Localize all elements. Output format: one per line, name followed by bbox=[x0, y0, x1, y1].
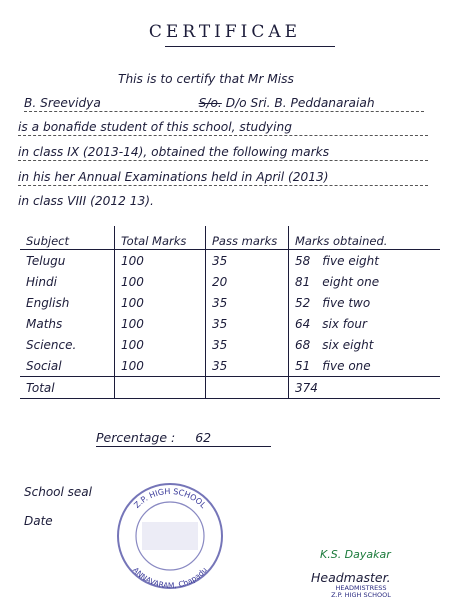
body-line-4: in class IX (2013-14), obtained the following marks bbox=[18, 145, 428, 161]
obtained-words: six four bbox=[322, 316, 367, 331]
obtained-number: 64 bbox=[295, 316, 311, 331]
stamp-line-2: Z.P. HIGH SCHOOL bbox=[331, 591, 391, 599]
pass-cell: 35 bbox=[206, 250, 289, 272]
pass-blank bbox=[206, 377, 289, 399]
pass-cell: 35 bbox=[206, 334, 289, 355]
school-seal-label: School seal bbox=[24, 485, 92, 499]
obtained-words: five eight bbox=[322, 253, 379, 268]
obtained-cell bbox=[289, 355, 441, 377]
obtained-words: five one bbox=[322, 358, 371, 373]
obtained-cell bbox=[289, 334, 441, 355]
pass-cell: 20 bbox=[206, 271, 289, 292]
percentage-value: 62 bbox=[195, 430, 212, 445]
total-value: 374 bbox=[289, 377, 441, 399]
certificate-title: CERTIFICAE bbox=[148, 22, 302, 42]
body-line-3: is a bonafide student of this school, studying bbox=[18, 120, 428, 136]
obtained-words: five two bbox=[322, 295, 371, 310]
student-name: B. Sreevidya bbox=[24, 96, 101, 110]
parent-name: D/o Sri. B. Peddanaraiah bbox=[225, 96, 375, 110]
body-line-6: in class VIII (2012 13). bbox=[18, 194, 154, 208]
percentage-line bbox=[96, 430, 271, 447]
table-row bbox=[20, 271, 440, 292]
total-cell: 100 bbox=[115, 313, 206, 334]
obtained-cell bbox=[289, 271, 441, 292]
percentage-label: Percentage : bbox=[96, 430, 176, 445]
table-row bbox=[20, 313, 440, 334]
seal-ring-bottom: ANNAVARAM, Chapadu bbox=[131, 565, 209, 591]
table-row bbox=[20, 292, 440, 313]
seal-ring-top: Z.P. HIGH SCHOOL bbox=[132, 486, 208, 510]
header-total: Total Marks bbox=[115, 226, 206, 250]
obtained-words: six eight bbox=[322, 337, 374, 352]
table-row bbox=[20, 355, 440, 377]
obtained-number: 52 bbox=[295, 295, 311, 310]
obtained-number: 51 bbox=[295, 358, 311, 373]
stamp-line-1: HEADMISTRESS bbox=[335, 584, 387, 592]
marks-table-header bbox=[20, 226, 440, 250]
total-cell: 100 bbox=[115, 355, 206, 377]
body-line-2 bbox=[24, 96, 424, 112]
obtained-cell bbox=[289, 292, 441, 313]
relation-struck: S/o. bbox=[198, 96, 222, 110]
body-line-5: in his her Annual Examinations held in April (2013) bbox=[18, 170, 428, 186]
table-row bbox=[20, 250, 440, 272]
obtained-cell bbox=[289, 250, 441, 272]
date-label: Date bbox=[24, 514, 53, 528]
obtained-number: 68 bbox=[295, 337, 311, 352]
header-subject: Subject bbox=[20, 226, 115, 250]
subject-cell: Hindi bbox=[20, 271, 115, 292]
subject-cell: Science. bbox=[20, 334, 115, 355]
obtained-words: eight one bbox=[322, 274, 380, 289]
obtained-number: 81 bbox=[295, 274, 311, 289]
table-row bbox=[20, 334, 440, 355]
total-blank bbox=[115, 377, 206, 399]
obtained-number: 58 bbox=[295, 253, 311, 268]
total-cell: 100 bbox=[115, 334, 206, 355]
total-label: Total bbox=[20, 377, 115, 399]
pass-cell: 35 bbox=[206, 292, 289, 313]
school-seal-stamp bbox=[112, 478, 227, 593]
header-obtained: Marks obtained. bbox=[289, 226, 441, 250]
signature-scribble: K.S. Dayakar bbox=[320, 548, 391, 561]
subject-cell: English bbox=[20, 292, 115, 313]
title-underline bbox=[165, 46, 335, 47]
headmaster-label: Headmaster. bbox=[311, 570, 391, 585]
total-cell: 100 bbox=[115, 271, 206, 292]
body-line-1: This is to certify that Mr Miss bbox=[118, 72, 294, 86]
obtained-cell bbox=[289, 313, 441, 334]
pass-cell: 35 bbox=[206, 313, 289, 334]
marks-table bbox=[20, 226, 440, 399]
pass-cell: 35 bbox=[206, 355, 289, 377]
total-cell: 100 bbox=[115, 292, 206, 313]
header-pass: Pass marks bbox=[206, 226, 289, 250]
subject-cell: Maths bbox=[20, 313, 115, 334]
total-row bbox=[20, 377, 440, 399]
subject-cell: Telugu bbox=[20, 250, 115, 272]
total-cell: 100 bbox=[115, 250, 206, 272]
subject-cell: Social bbox=[20, 355, 115, 377]
